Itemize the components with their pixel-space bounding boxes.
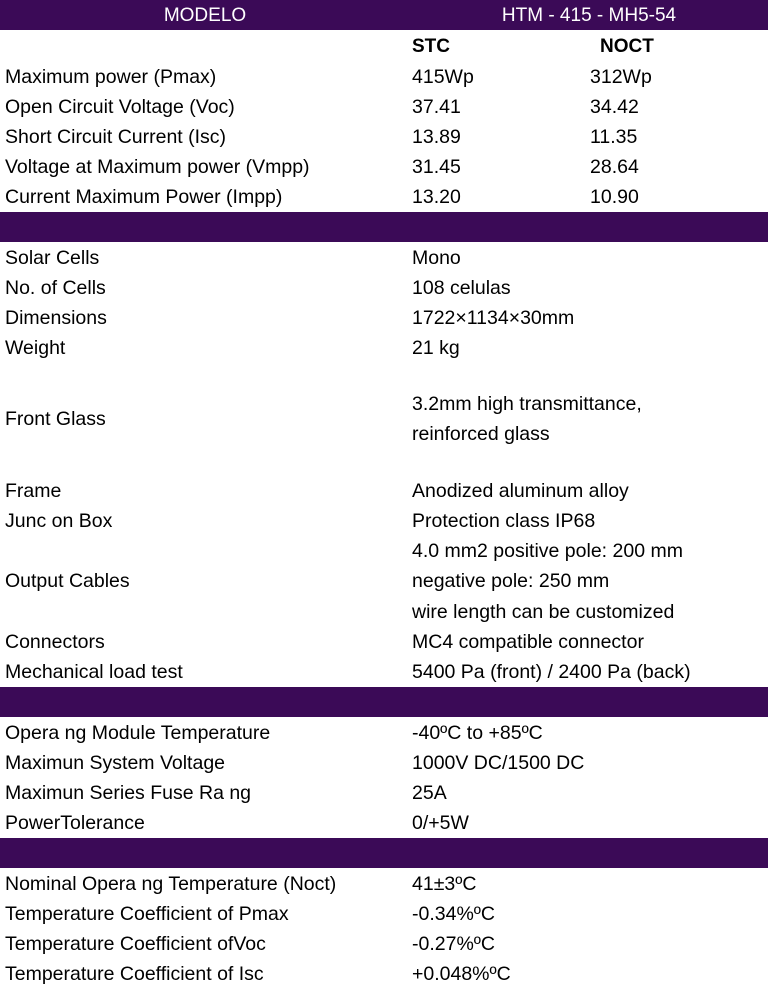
table-row	[0, 627, 768, 657]
row-value: 41±3ºC	[412, 873, 477, 895]
stc-value: 13.89	[412, 126, 461, 148]
row-label: Current Maximum Power (Impp)	[5, 186, 283, 208]
row-value: +0.048%ºC	[412, 963, 511, 985]
table-row	[0, 929, 768, 959]
table-row	[0, 122, 768, 152]
section-divider	[0, 212, 768, 242]
stc-value: 37.41	[412, 96, 461, 118]
row-label: Frame	[5, 480, 62, 502]
row-label: Short Circuit Current (Isc)	[5, 126, 227, 148]
output-cables-value-line: wire length can be customized	[412, 601, 675, 623]
table-row	[0, 869, 768, 899]
row-label: Voltage at Maximum power (Vmpp)	[5, 156, 310, 178]
table-row	[0, 748, 768, 778]
row-value: Mono	[412, 247, 461, 269]
row-label: Connectors	[5, 631, 105, 653]
noct-value: 11.35	[590, 126, 638, 148]
row-label: No. of Cells	[5, 277, 106, 299]
table-row	[0, 92, 768, 122]
table-row	[0, 476, 768, 506]
row-label: Junc on Box	[5, 510, 113, 532]
row-label: Solar Cells	[5, 247, 100, 269]
row-value: 1722×1134×30mm	[412, 307, 575, 329]
row-value: 5400 Pa (front) / 2400 Pa (back)	[412, 661, 691, 683]
stc-column-header: STC	[412, 36, 450, 57]
table-row	[0, 303, 768, 333]
row-value: 108 celulas	[412, 277, 511, 299]
row-label: PowerTolerance	[5, 812, 145, 834]
row-label: Maximun System Voltage	[5, 752, 226, 774]
row-value: 21 kg	[412, 337, 460, 359]
output-cables-label: Output Cables	[5, 570, 130, 592]
section-divider	[0, 687, 768, 717]
section-divider	[0, 838, 768, 868]
output-cables-value-line: 4.0 mm2 positive pole: 200 mm	[412, 540, 683, 562]
row-label: Temperature Coefficient ofVoc	[5, 933, 266, 955]
table-row	[0, 808, 768, 838]
table-row	[0, 273, 768, 303]
row-label: Weight	[5, 337, 66, 359]
row-label: Temperature Coefficient of Isc	[5, 963, 264, 985]
stc-value: 13.20	[412, 186, 461, 208]
table-row	[0, 959, 768, 989]
noct-value: 312Wp	[590, 66, 652, 88]
table-row	[0, 718, 768, 748]
table-row	[0, 506, 768, 536]
row-label: Mechanical load test	[5, 661, 183, 683]
table-row	[0, 333, 768, 363]
row-value: -40ºC to +85ºC	[412, 722, 543, 744]
stc-value: 31.45	[412, 156, 461, 178]
noct-value: 28.64	[590, 156, 639, 178]
row-value: 0/+5W	[412, 812, 469, 834]
model-label: MODELO	[163, 5, 247, 26]
row-value: Protection class IP68	[412, 510, 596, 532]
table-row	[0, 243, 768, 273]
row-value: MC4 compatible connector	[412, 631, 644, 653]
row-label: Nominal Opera ng Temperature (Noct)	[5, 873, 337, 895]
front-glass-label: Front Glass	[5, 408, 106, 430]
table-row	[0, 62, 768, 92]
row-value: 25A	[412, 782, 447, 804]
noct-value: 10.90	[590, 186, 639, 208]
noct-column-header: NOCT	[600, 36, 654, 57]
table-row	[0, 899, 768, 929]
row-label: Temperature Coefficient of Pmax	[5, 903, 289, 925]
row-label: Maximum power (Pmax)	[5, 66, 217, 88]
row-value: Anodized aluminum alloy	[412, 480, 629, 502]
noct-value: 34.42	[590, 96, 639, 118]
table-row	[0, 152, 768, 182]
front-glass-value-line: 3.2mm high transmittance,	[412, 393, 642, 415]
table-row	[0, 182, 768, 212]
table-row	[0, 657, 768, 687]
front-glass-value-line: reinforced glass	[412, 423, 550, 445]
row-value: -0.27%ºC	[412, 933, 495, 955]
stc-value: 415Wp	[412, 66, 474, 88]
model-name: HTM - 415 - MH5-54	[501, 5, 677, 26]
row-value: -0.34%ºC	[412, 903, 495, 925]
table-row	[0, 778, 768, 808]
output-cables-value-line: negative pole: 250 mm	[412, 570, 610, 592]
header-bar	[0, 0, 768, 30]
row-label: Maximun Series Fuse Ra ng	[5, 782, 252, 804]
row-label: Opera ng Module Temperature	[5, 722, 271, 744]
row-label: Dimensions	[5, 307, 107, 329]
row-value: 1000V DC/1500 DC	[412, 752, 585, 774]
row-label: Open Circuit Voltage (Voc)	[5, 96, 235, 118]
